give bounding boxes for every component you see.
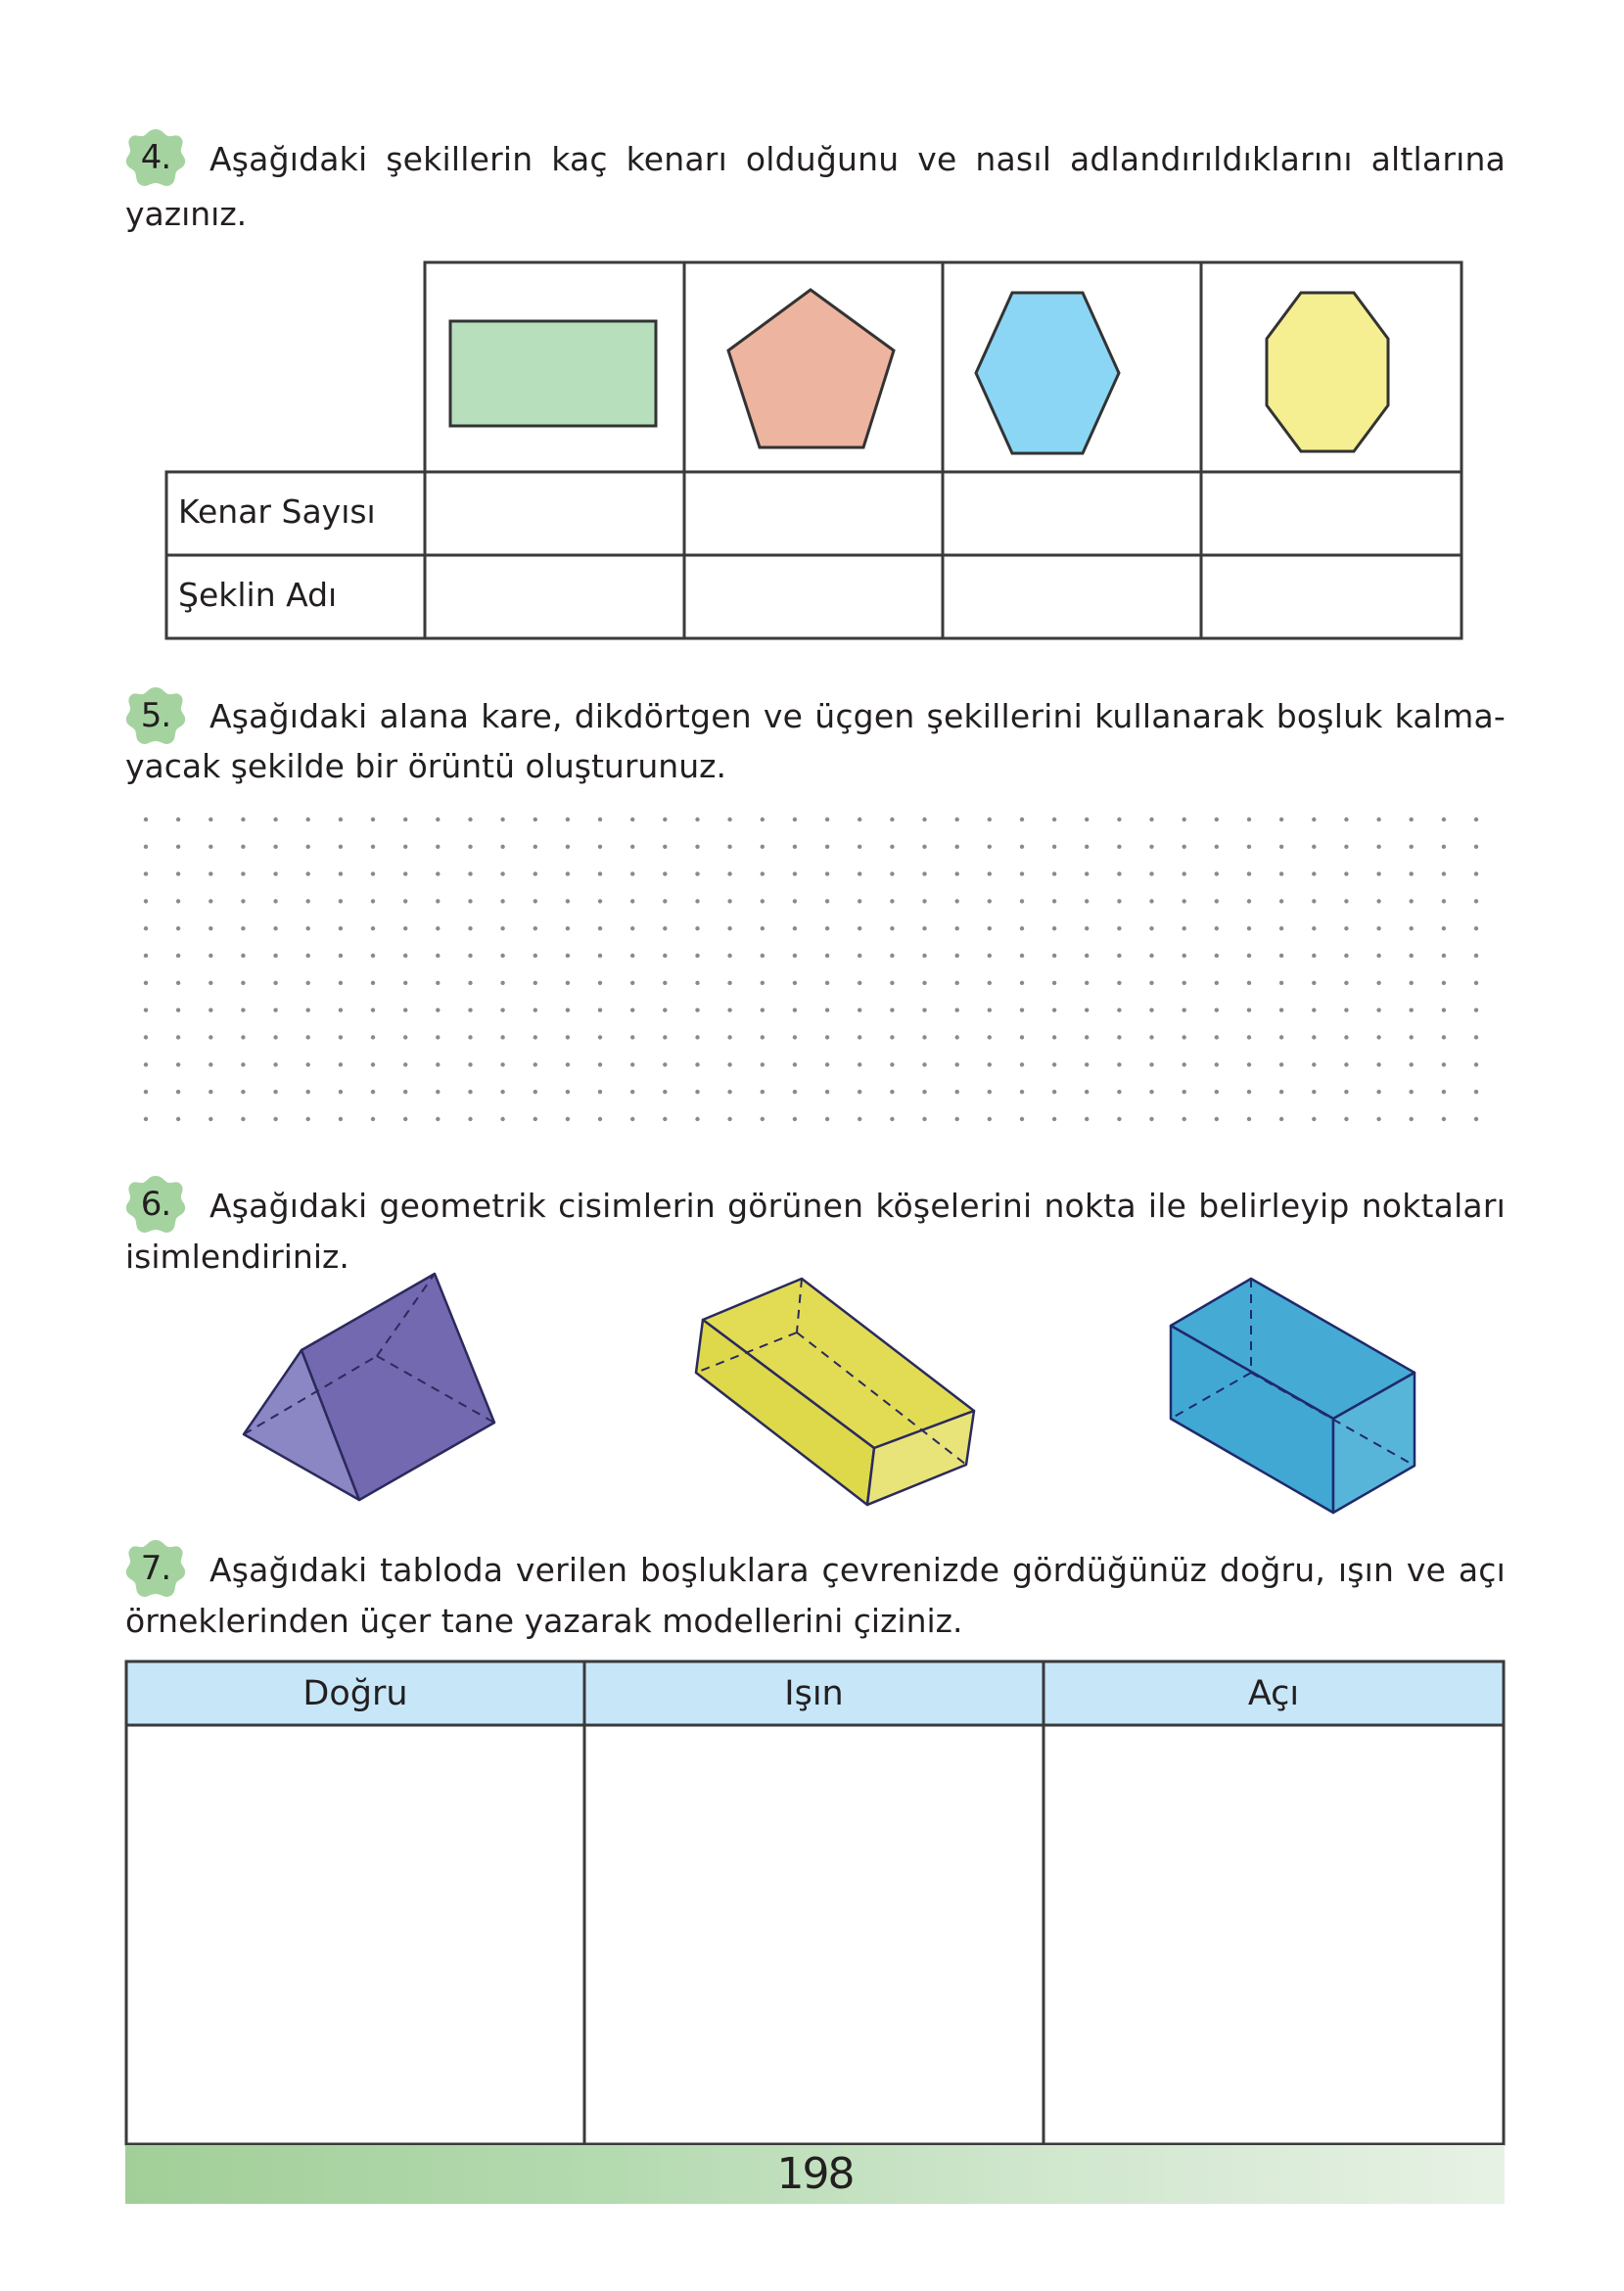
question-text-line1: Aşağıdaki şekillerin kaç kenarı olduğunu ve nasıl adlandırıldıklarını altlarına (209, 140, 1506, 178)
question-number: 5. (140, 696, 171, 735)
column-header-line: Doğru (302, 1674, 408, 1713)
question-text-line2: yazınız. (125, 195, 248, 233)
question-text-line1: Aşağıdaki geometrik cisimlerin görünen köşelerini nokta ile belirleyip noktaları (209, 1187, 1506, 1225)
question-text-line1: Aşağıdaki tabloda verilen boşluklara çevrenizde gördüğünüz doğru, ışın ve açı (209, 1551, 1506, 1589)
page-number: 198 (776, 2149, 854, 2199)
column-header-angle: Açı (1247, 1674, 1300, 1713)
question-text-line1: Aşağıdaki alana kare, dikdörtgen ve üçgen şekillerini kullanarak boşluk kalma- (209, 697, 1506, 735)
question-number: 6. (140, 1185, 171, 1224)
question-number: 4. (140, 138, 171, 177)
answer-cell-angle[interactable] (1045, 1727, 1502, 2142)
column-header-ray: Işın (784, 1674, 844, 1713)
question-text-line2: yacak şekilde bir örüntü oluşturunuz. (125, 747, 726, 785)
question-text-line2: örneklerinden üçer tane yazarak modellerini çiziniz. (125, 1602, 963, 1640)
answer-cell-line[interactable] (128, 1727, 582, 2142)
question-text-line2: isimlendiriniz. (125, 1238, 349, 1276)
row-label-side-count: Kenar Sayısı (178, 492, 376, 531)
page-footer-bar (125, 2145, 1505, 2204)
row-label-shape-name: Şeklin Adı (178, 576, 338, 614)
question-number: 7. (140, 1549, 171, 1588)
answer-cell-ray[interactable] (586, 1727, 1042, 2142)
